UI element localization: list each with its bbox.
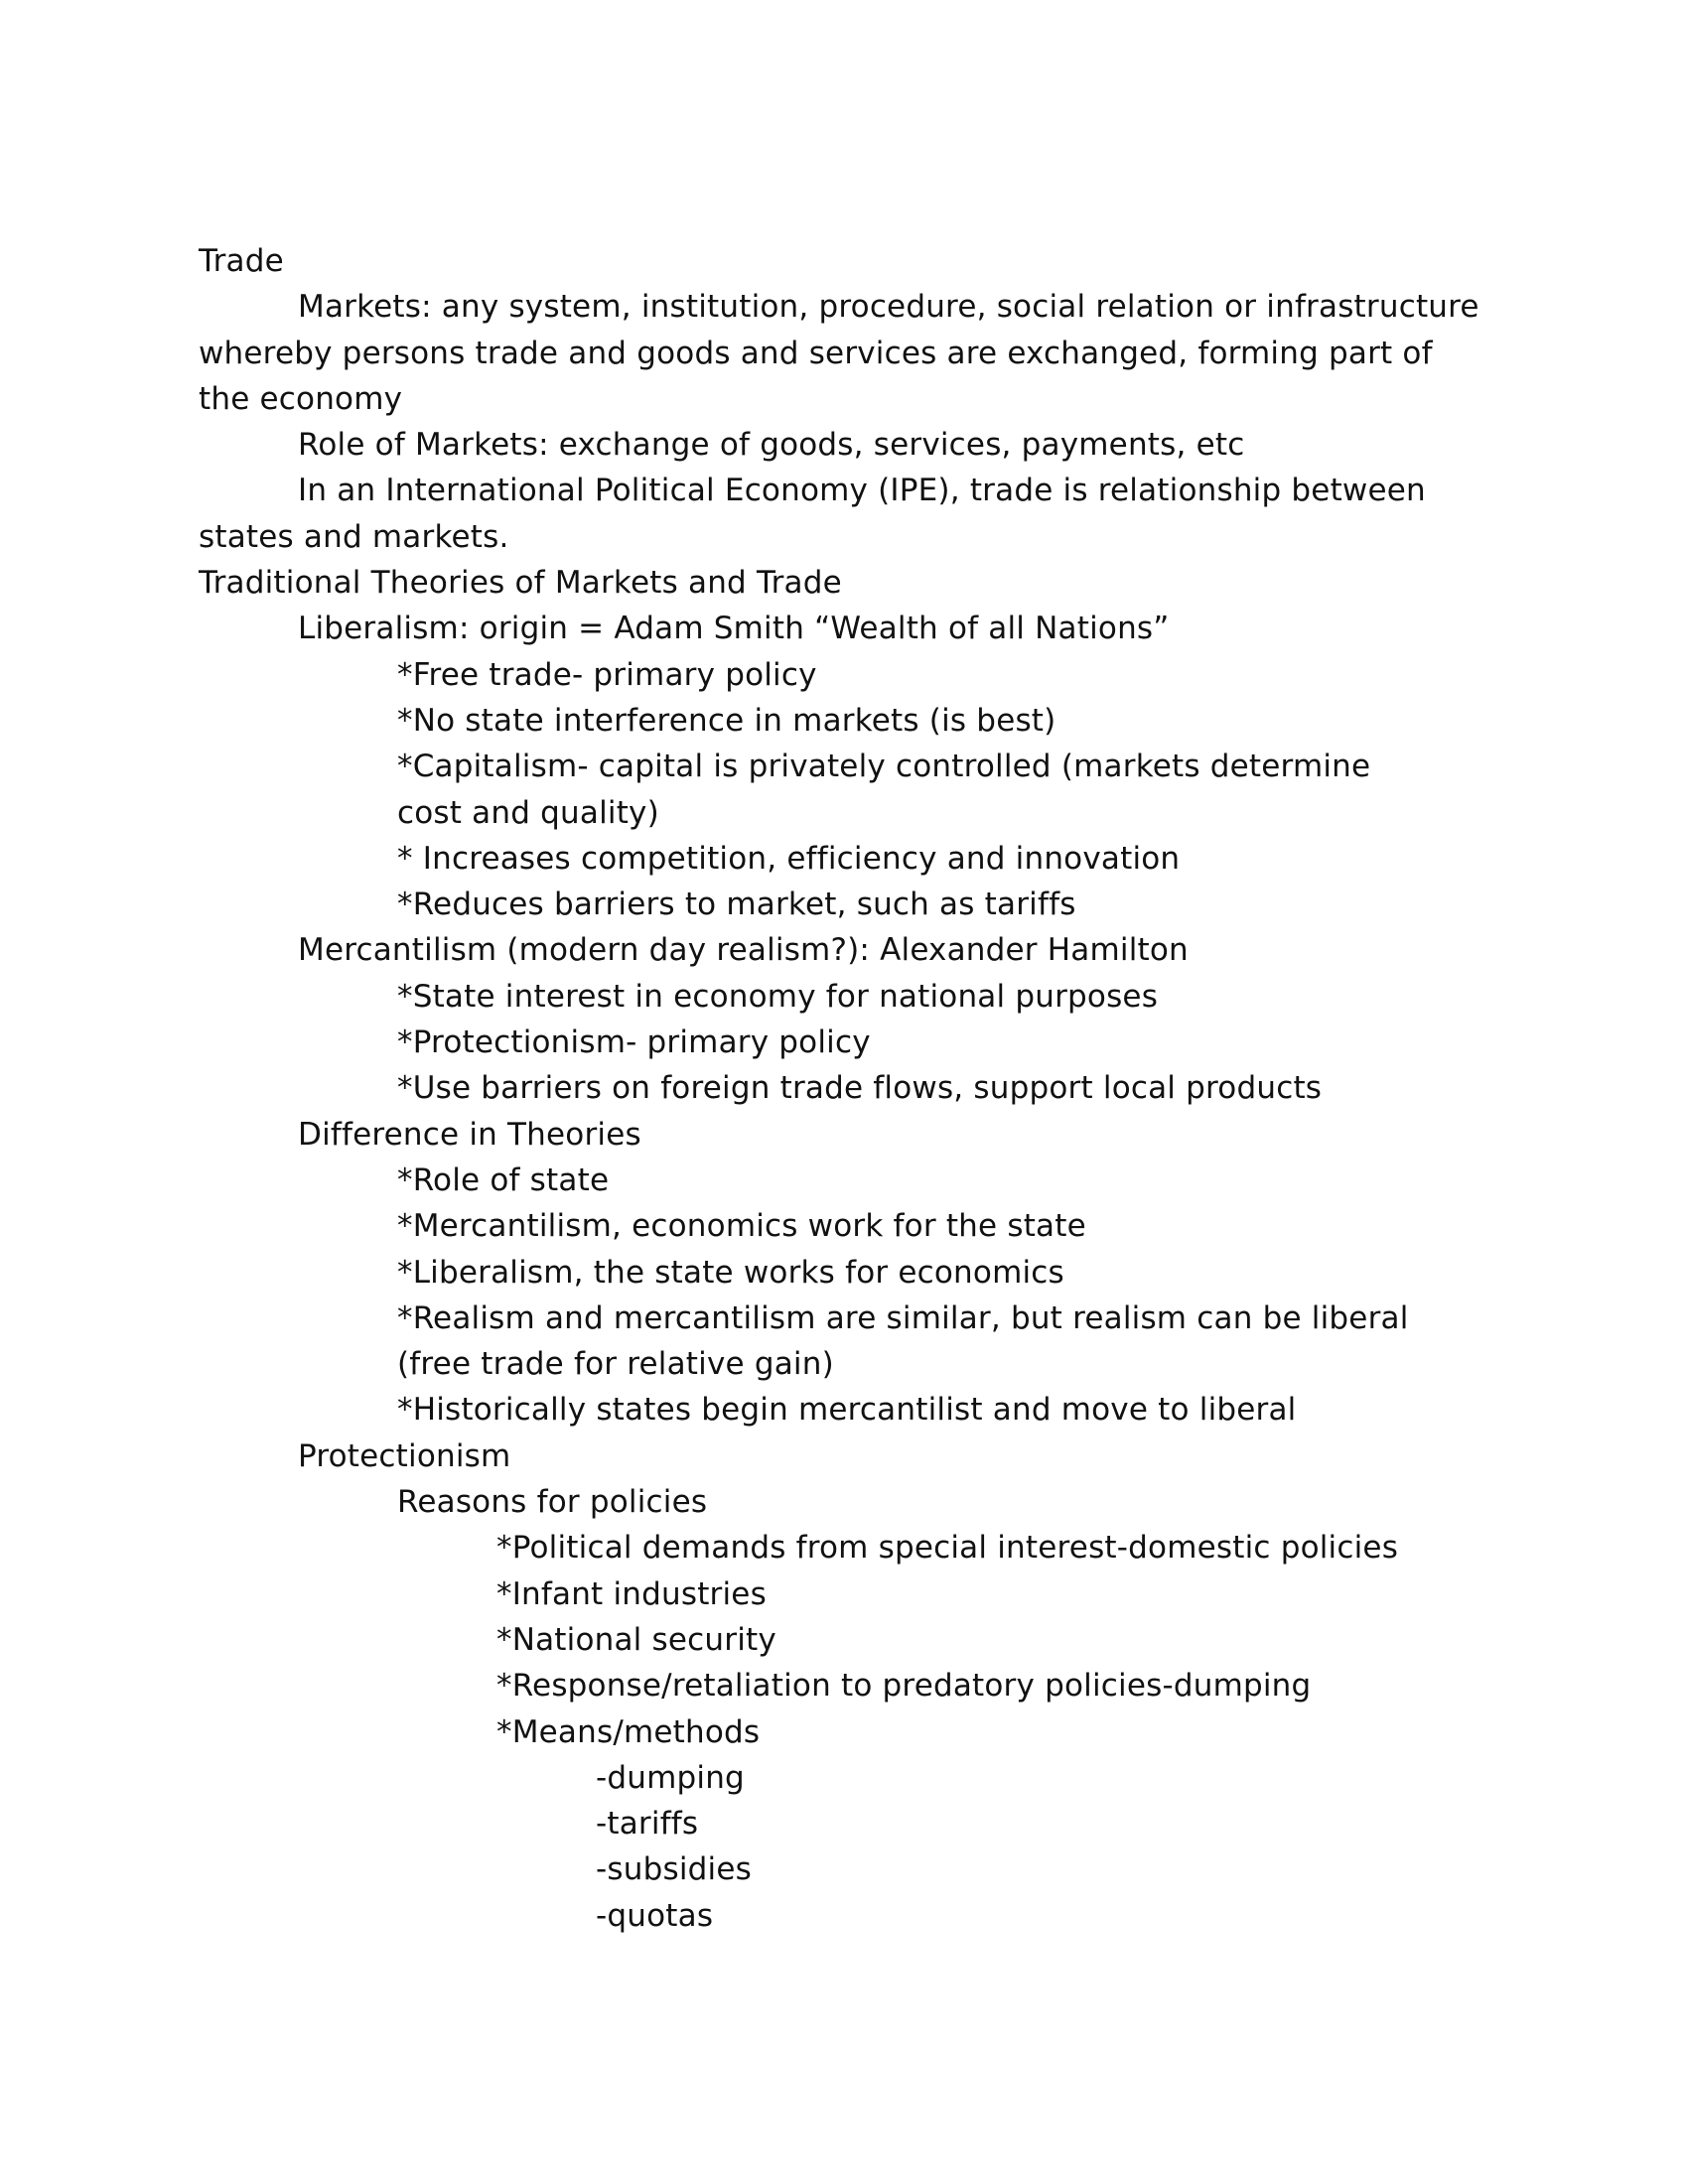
method-item: -quotas — [596, 1897, 714, 1934]
method-item: -dumping — [596, 1759, 745, 1796]
liberalism-item: * Increases competition, efficiency and innovation — [397, 840, 1181, 877]
role-of-markets: Role of Markets: exchange of goods, services, payments, etc — [298, 427, 1245, 464]
heading-traditional-theories: Traditional Theories of Markets and Trade — [199, 565, 842, 602]
reason-item: *Infant industries — [496, 1575, 767, 1612]
mercantilism-item: *Use barriers on foreign trade flows, support local products — [397, 1070, 1323, 1107]
mercantilism-item: *State interest in economy for national purposes — [397, 978, 1159, 1015]
difference-item: *Mercantilism, economics work for the state — [397, 1208, 1086, 1245]
reasons-title: Reasons for policies — [397, 1484, 708, 1521]
reason-item: *National security — [496, 1621, 776, 1658]
reason-item: *Political demands from special interest-domestic policies — [496, 1530, 1399, 1567]
reason-item: *Means/methods — [496, 1713, 761, 1750]
method-item: -subsidies — [596, 1851, 752, 1888]
liberalism-item: *Reduces barriers to market, such as tariffs — [397, 887, 1076, 923]
liberalism-item: *Capitalism- capital is privately controlled (markets determine cost and quality) — [397, 749, 1371, 831]
difference-item: *Historically states begin mercantilist and move to liberal — [397, 1392, 1297, 1429]
liberalism-title: Liberalism: origin = Adam Smith “Wealth of all Nations” — [298, 611, 1170, 647]
liberalism-item: *Free trade- primary policy — [397, 656, 817, 693]
mercantilism-title: Mercantilism (modern day realism?): Alexander Hamilton — [298, 932, 1189, 969]
markets-definition: Markets: any system, institution, procedure, social relation or infrastructure whereby persons trade and goods and services are exchanged, forming part of the economy — [199, 289, 1479, 417]
difference-item: *Role of state — [397, 1161, 610, 1198]
difference-title: Difference in Theories — [298, 1116, 641, 1153]
method-item: -tariffs — [596, 1806, 699, 1843]
difference-item: *Realism and mercantilism are similar, but realism can be liberal (free trade for relative gain) — [397, 1299, 1409, 1383]
ipe-statement: In an International Political Economy (IPE), trade is relationship between states and markets. — [199, 473, 1426, 555]
heading-trade: Trade — [199, 243, 284, 279]
reason-item: *Response/retaliation to predatory policies-dumping — [496, 1668, 1312, 1705]
protectionism-title: Protectionism — [298, 1437, 511, 1474]
liberalism-item: *No state interference in markets (is best) — [397, 702, 1056, 739]
difference-item: *Liberalism, the state works for economics — [397, 1254, 1064, 1291]
mercantilism-item: *Protectionism- primary policy — [397, 1024, 871, 1061]
notes-body — [199, 238, 1489, 1939]
